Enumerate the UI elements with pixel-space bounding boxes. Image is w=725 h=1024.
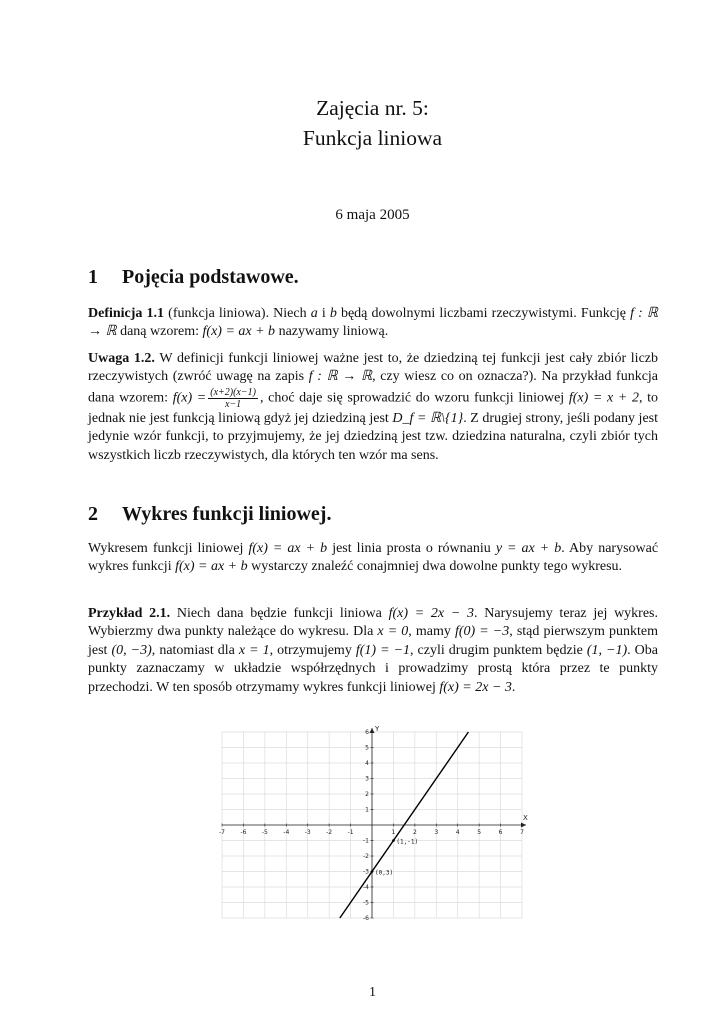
- section-1-heading: [88, 266, 299, 289]
- example-text: , stąd pierwszym punktem jest: [88, 624, 658, 658]
- example-label: Przykład 2.1.: [88, 606, 171, 621]
- example-text: Niech dana będzie funkcji liniowa: [176, 606, 382, 621]
- x-tick-label: 5: [477, 829, 482, 836]
- math-formula: f(x) = 2x − 3: [388, 606, 475, 621]
- remark-text: . Z drugiej strony, jeśli podany jest jedynie wzór funkcji, to przyjmujemy, że jej dziedziną jest tzw. dziedzina naturalna, czyli zbiór tych wszystkich liczb rzeczywistych, dla których ten wzór ma sens.: [88, 410, 659, 463]
- point-label: (0,3): [375, 869, 394, 877]
- y-tick-label: 3: [365, 775, 369, 783]
- definition-text: Niech: [273, 306, 307, 321]
- definition-label: Definicja 1.1: [88, 306, 165, 321]
- definition-text: daną wzorem:: [120, 324, 200, 340]
- definition-1-1: [88, 305, 658, 342]
- remark-text: , choć daje się sprowadzić do wzoru funkcji liniowej: [259, 390, 565, 406]
- y-tick-label: 4: [365, 760, 369, 767]
- y-tick-label: -6: [363, 915, 369, 922]
- section-2-title: Wykres funkcji liniowej.: [122, 503, 332, 525]
- title-line-2: Funkcja liniowa: [302, 126, 443, 150]
- y-tick-label: -2: [363, 853, 369, 860]
- x-tick-label: 2: [412, 829, 417, 836]
- math-mapping: f : ℝ → ℝ: [308, 369, 373, 385]
- math-mapping: f : ℝ → ℝ: [88, 306, 658, 340]
- point-marker: [371, 870, 374, 873]
- math-fx: f(x) =: [172, 390, 207, 406]
- title-block: [0, 93, 725, 153]
- math-b: b: [329, 306, 337, 321]
- math-formula: f(x) = ax + b: [202, 324, 276, 340]
- fraction-numerator: (x+2)(x−1): [210, 386, 256, 398]
- example-text: , mamy: [408, 624, 451, 640]
- remark-text: , to jednak nie jest funkcją liniową gdyż jej dziedziną jest: [88, 390, 659, 426]
- x-tick-label: -4: [283, 829, 290, 836]
- title-line-1: Zajęcia nr. 5:: [316, 96, 429, 120]
- paragraph-text: wystarczy znaleźć conajmniej dwa dowolne punkty tego wykresu.: [251, 559, 623, 575]
- x-tick-label: 7: [520, 829, 524, 836]
- section-2-number: 2: [88, 503, 98, 525]
- y-axis-label: Y: [375, 725, 380, 733]
- example-text: , natomiast dla: [151, 642, 235, 658]
- math-formula: f(x) = ax + b: [248, 541, 328, 556]
- section-1-number: 1: [88, 266, 98, 288]
- x-tick-label: -2: [326, 829, 333, 836]
- point-label: (1,-1): [396, 838, 419, 846]
- definition-text: będą dowolnymi liczbami rzeczywistymi. Funkcję: [340, 306, 627, 321]
- y-tick-label: 2: [365, 791, 369, 798]
- y-tick-label: 6: [365, 729, 369, 736]
- math-fraction: [208, 387, 258, 410]
- x-tick-label: 4: [455, 829, 460, 836]
- date: 6 maja 2005: [335, 207, 410, 223]
- point-marker: [392, 839, 395, 842]
- section-2-paragraph: [88, 540, 658, 577]
- remark-label: Uwaga 1.2.: [88, 351, 155, 366]
- math-formula: f(x) = x + 2: [568, 390, 639, 406]
- x-tick-label: -1: [347, 829, 354, 836]
- y-tick-label: -1: [363, 837, 369, 845]
- y-tick-label: -4: [363, 884, 369, 891]
- example-text: . Oba punkty zaznaczamy w układzie współrzędnych i prowadzimy prostą która przez te punkty przechodzi. W ten sposób otrzymamy wykres funkcji liniowej: [88, 642, 659, 695]
- x-tick-label: -5: [261, 829, 268, 836]
- example-text: , czyli drugim punktem będzie: [410, 642, 583, 658]
- x-tick-label: 3: [434, 829, 439, 836]
- paragraph-text: jest linia prosta o równaniu: [332, 541, 491, 556]
- example-text: , otrzymujemy: [269, 642, 352, 658]
- math-a: a: [310, 306, 318, 321]
- math-equation: y = ax + b: [495, 541, 562, 556]
- math-x1: x = 1: [238, 642, 270, 658]
- example-text: . Narysujemy teraz jej wykres. Wybierzmy dwa punkty należące do wykresu. Dla: [88, 606, 659, 640]
- linear-function-graph: [210, 724, 540, 924]
- y-tick-label: -5: [363, 899, 369, 907]
- y-tick-label: 1: [365, 806, 369, 814]
- math-formula: f(x) = ax + b: [175, 559, 248, 575]
- math-formula: f(x) = 2x − 3: [439, 679, 512, 695]
- math-domain: D_f = ℝ\{1}: [392, 410, 464, 426]
- math-point-1: (0, −3): [111, 642, 152, 658]
- section-1-title: Pojęcia podstawowe.: [122, 266, 299, 288]
- math-point-2: (1, −1): [586, 642, 628, 658]
- x-tick-label: 1: [391, 829, 396, 836]
- paragraph-text: . Aby narysować wykres funkcji: [88, 541, 659, 575]
- math-f1: f(1) = −1: [355, 642, 411, 658]
- definition-text: nazywamy liniową.: [278, 324, 389, 340]
- y-tick-label: -3: [363, 868, 369, 876]
- x-tick-label: -3: [304, 829, 311, 836]
- x-tick-label: -7: [219, 829, 225, 836]
- remark-1-2: [88, 350, 658, 465]
- x-tick-label: 6: [498, 829, 503, 836]
- section-2-heading: [88, 503, 331, 526]
- paragraph-text: Wykresem funkcji liniowej: [88, 541, 244, 556]
- math-x0: x = 0: [377, 624, 409, 640]
- remark-text: W definicji funkcji liniowej ważne jest to, że dziedziną tej funkcji jest cały zbiór liczb rzeczywistych (zwróć uwagę na zapis: [88, 351, 658, 385]
- x-tick-label: -6: [240, 829, 247, 836]
- remark-text: , czy wiesz co on oznacza?). Na przykład funkcja dana wzorem:: [88, 369, 659, 406]
- definition-text: i: [321, 306, 326, 321]
- definition-name: (funkcja liniowa).: [168, 306, 270, 321]
- example-2-1: [88, 605, 658, 697]
- example-text: .: [511, 679, 516, 695]
- math-f0: f(0) = −3: [454, 624, 510, 640]
- fraction-denominator: x−1: [225, 398, 242, 410]
- y-tick-label: 5: [365, 744, 369, 752]
- page-number: 1: [369, 985, 376, 1000]
- x-axis-label: X: [523, 814, 528, 822]
